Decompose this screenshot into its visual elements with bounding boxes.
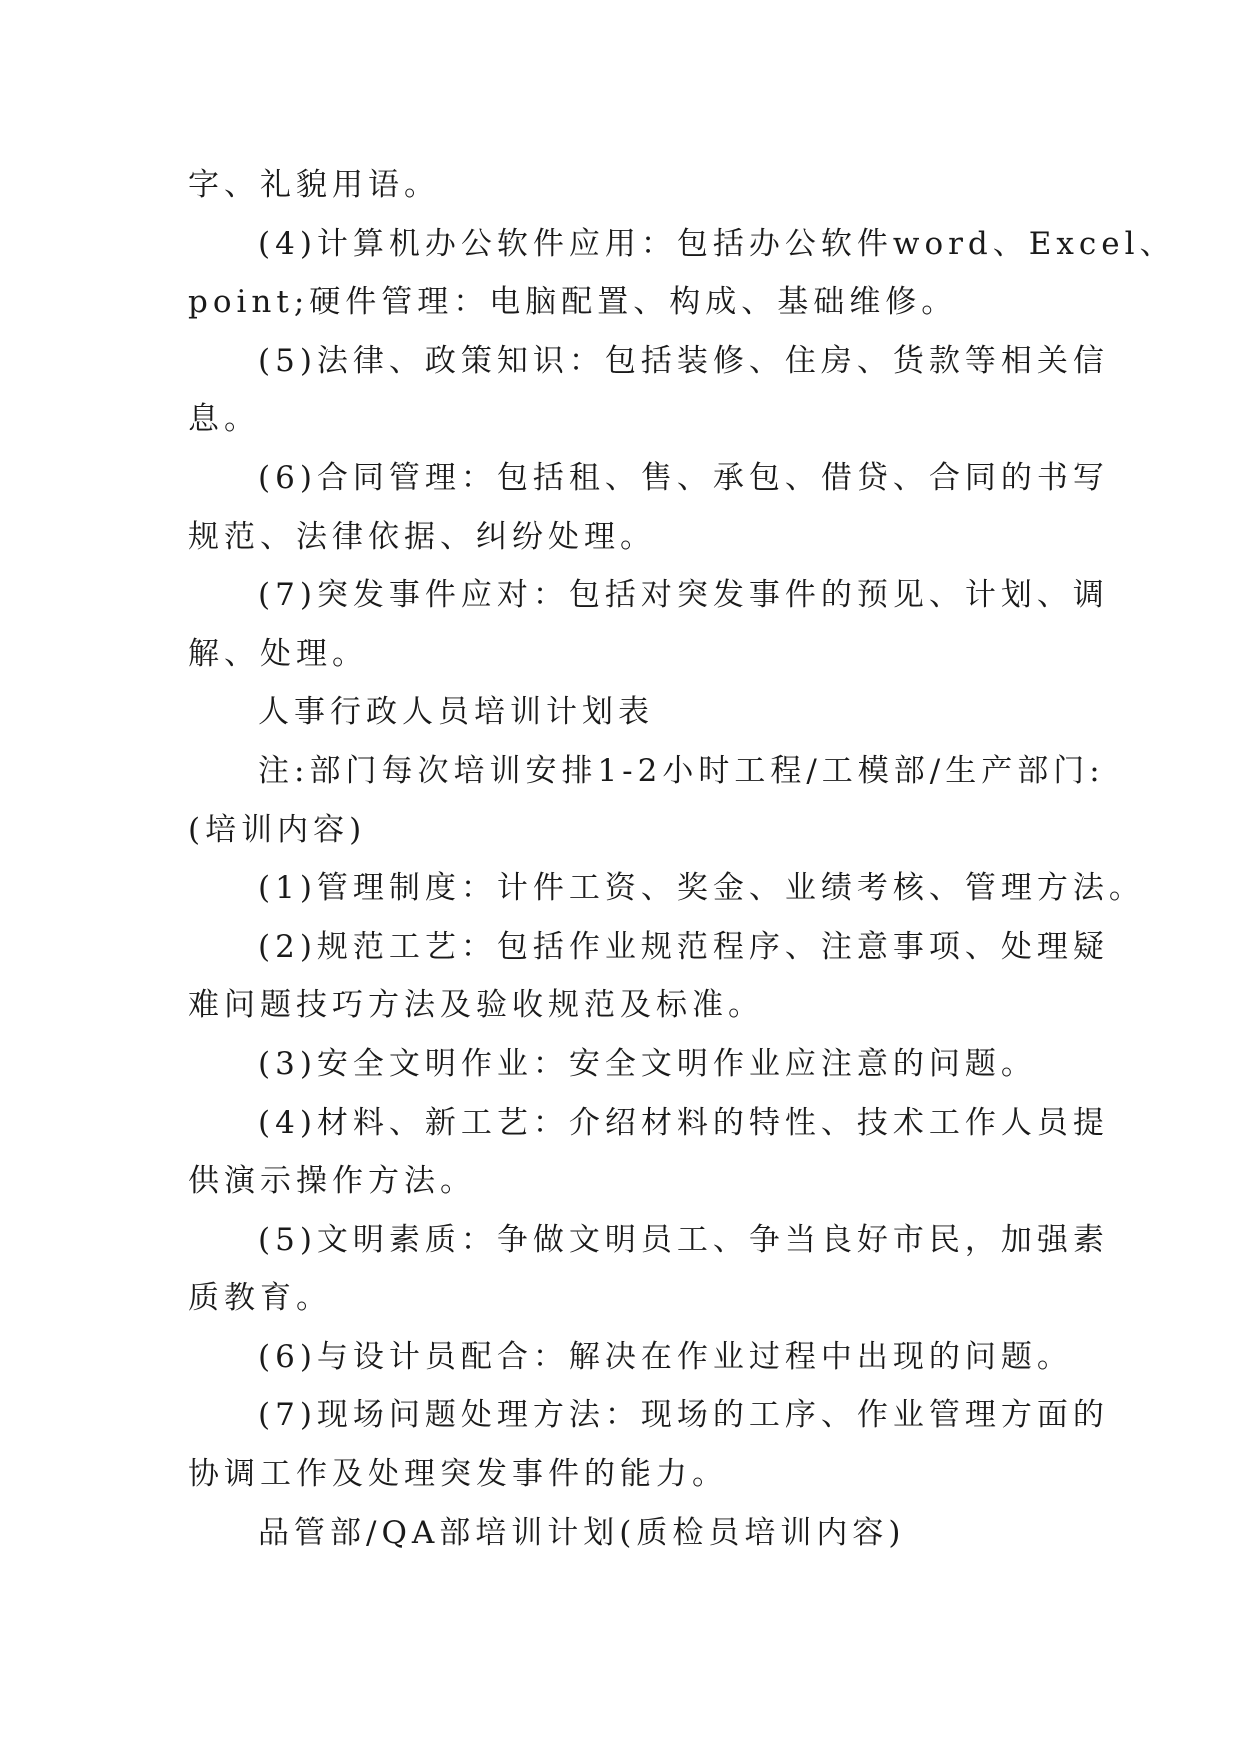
section-heading-admin-training: 人事行政人员培训计划表 xyxy=(258,694,654,731)
text-line-8: (7)突发事件应对：包括对突发事件的预见、计划、调 xyxy=(258,577,1109,614)
text-line-7: 规范、法律依据、纠纷处理。 xyxy=(188,518,656,555)
text-line-2: (4)计算机办公软件应用：包括办公软件word、Excel、 xyxy=(258,225,1176,262)
text-line-13: (1)管理制度：计件工资、奖金、业绩考核、管理方法。 xyxy=(258,870,1145,907)
text-line-14: (2)规范工艺：包括作业规范程序、注意事项、处理疑 xyxy=(258,928,1109,965)
text-line-23: 协调工作及处理突发事件的能力。 xyxy=(188,1456,728,1493)
text-line-3: point;硬件管理：电脑配置、构成、基础维修。 xyxy=(188,284,958,321)
text-line-20: 质教育。 xyxy=(188,1280,332,1317)
text-line-4: (5)法律、政策知识：包括装修、住房、货款等相关信 xyxy=(258,342,1109,379)
section-heading-qa-training: 品管部/QA部培训计划(质检员培训内容) xyxy=(258,1514,906,1551)
text-line-6: (6)合同管理：包括租、售、承包、借贷、合同的书写 xyxy=(258,459,1109,496)
text-line-16: (3)安全文明作业：安全文明作业应注意的问题。 xyxy=(258,1045,1037,1082)
text-line-17: (4)材料、新工艺：介绍材料的特性、技术工作人员提 xyxy=(258,1104,1109,1141)
text-line-18: 供演示操作方法。 xyxy=(188,1163,476,1200)
text-line-9: 解、处理。 xyxy=(188,635,368,672)
text-line-5: 息。 xyxy=(188,401,260,438)
text-line-22: (7)现场问题处理方法：现场的工序、作业管理方面的 xyxy=(258,1397,1109,1434)
text-line-11: 注:部门每次培训安排1-2小时工程/工模部/生产部门: xyxy=(258,752,1105,789)
text-line-15: 难问题技巧方法及验收规范及标准。 xyxy=(188,987,764,1024)
text-line-19: (5)文明素质：争做文明员工、争当良好市民，加强素 xyxy=(258,1221,1109,1258)
document-body xyxy=(188,156,1176,1562)
text-line-1: 字、礼貌用语。 xyxy=(188,167,440,203)
text-line-21: (6)与设计员配合：解决在作业过程中出现的问题。 xyxy=(258,1338,1073,1375)
text-line-12: (培训内容) xyxy=(188,811,367,848)
